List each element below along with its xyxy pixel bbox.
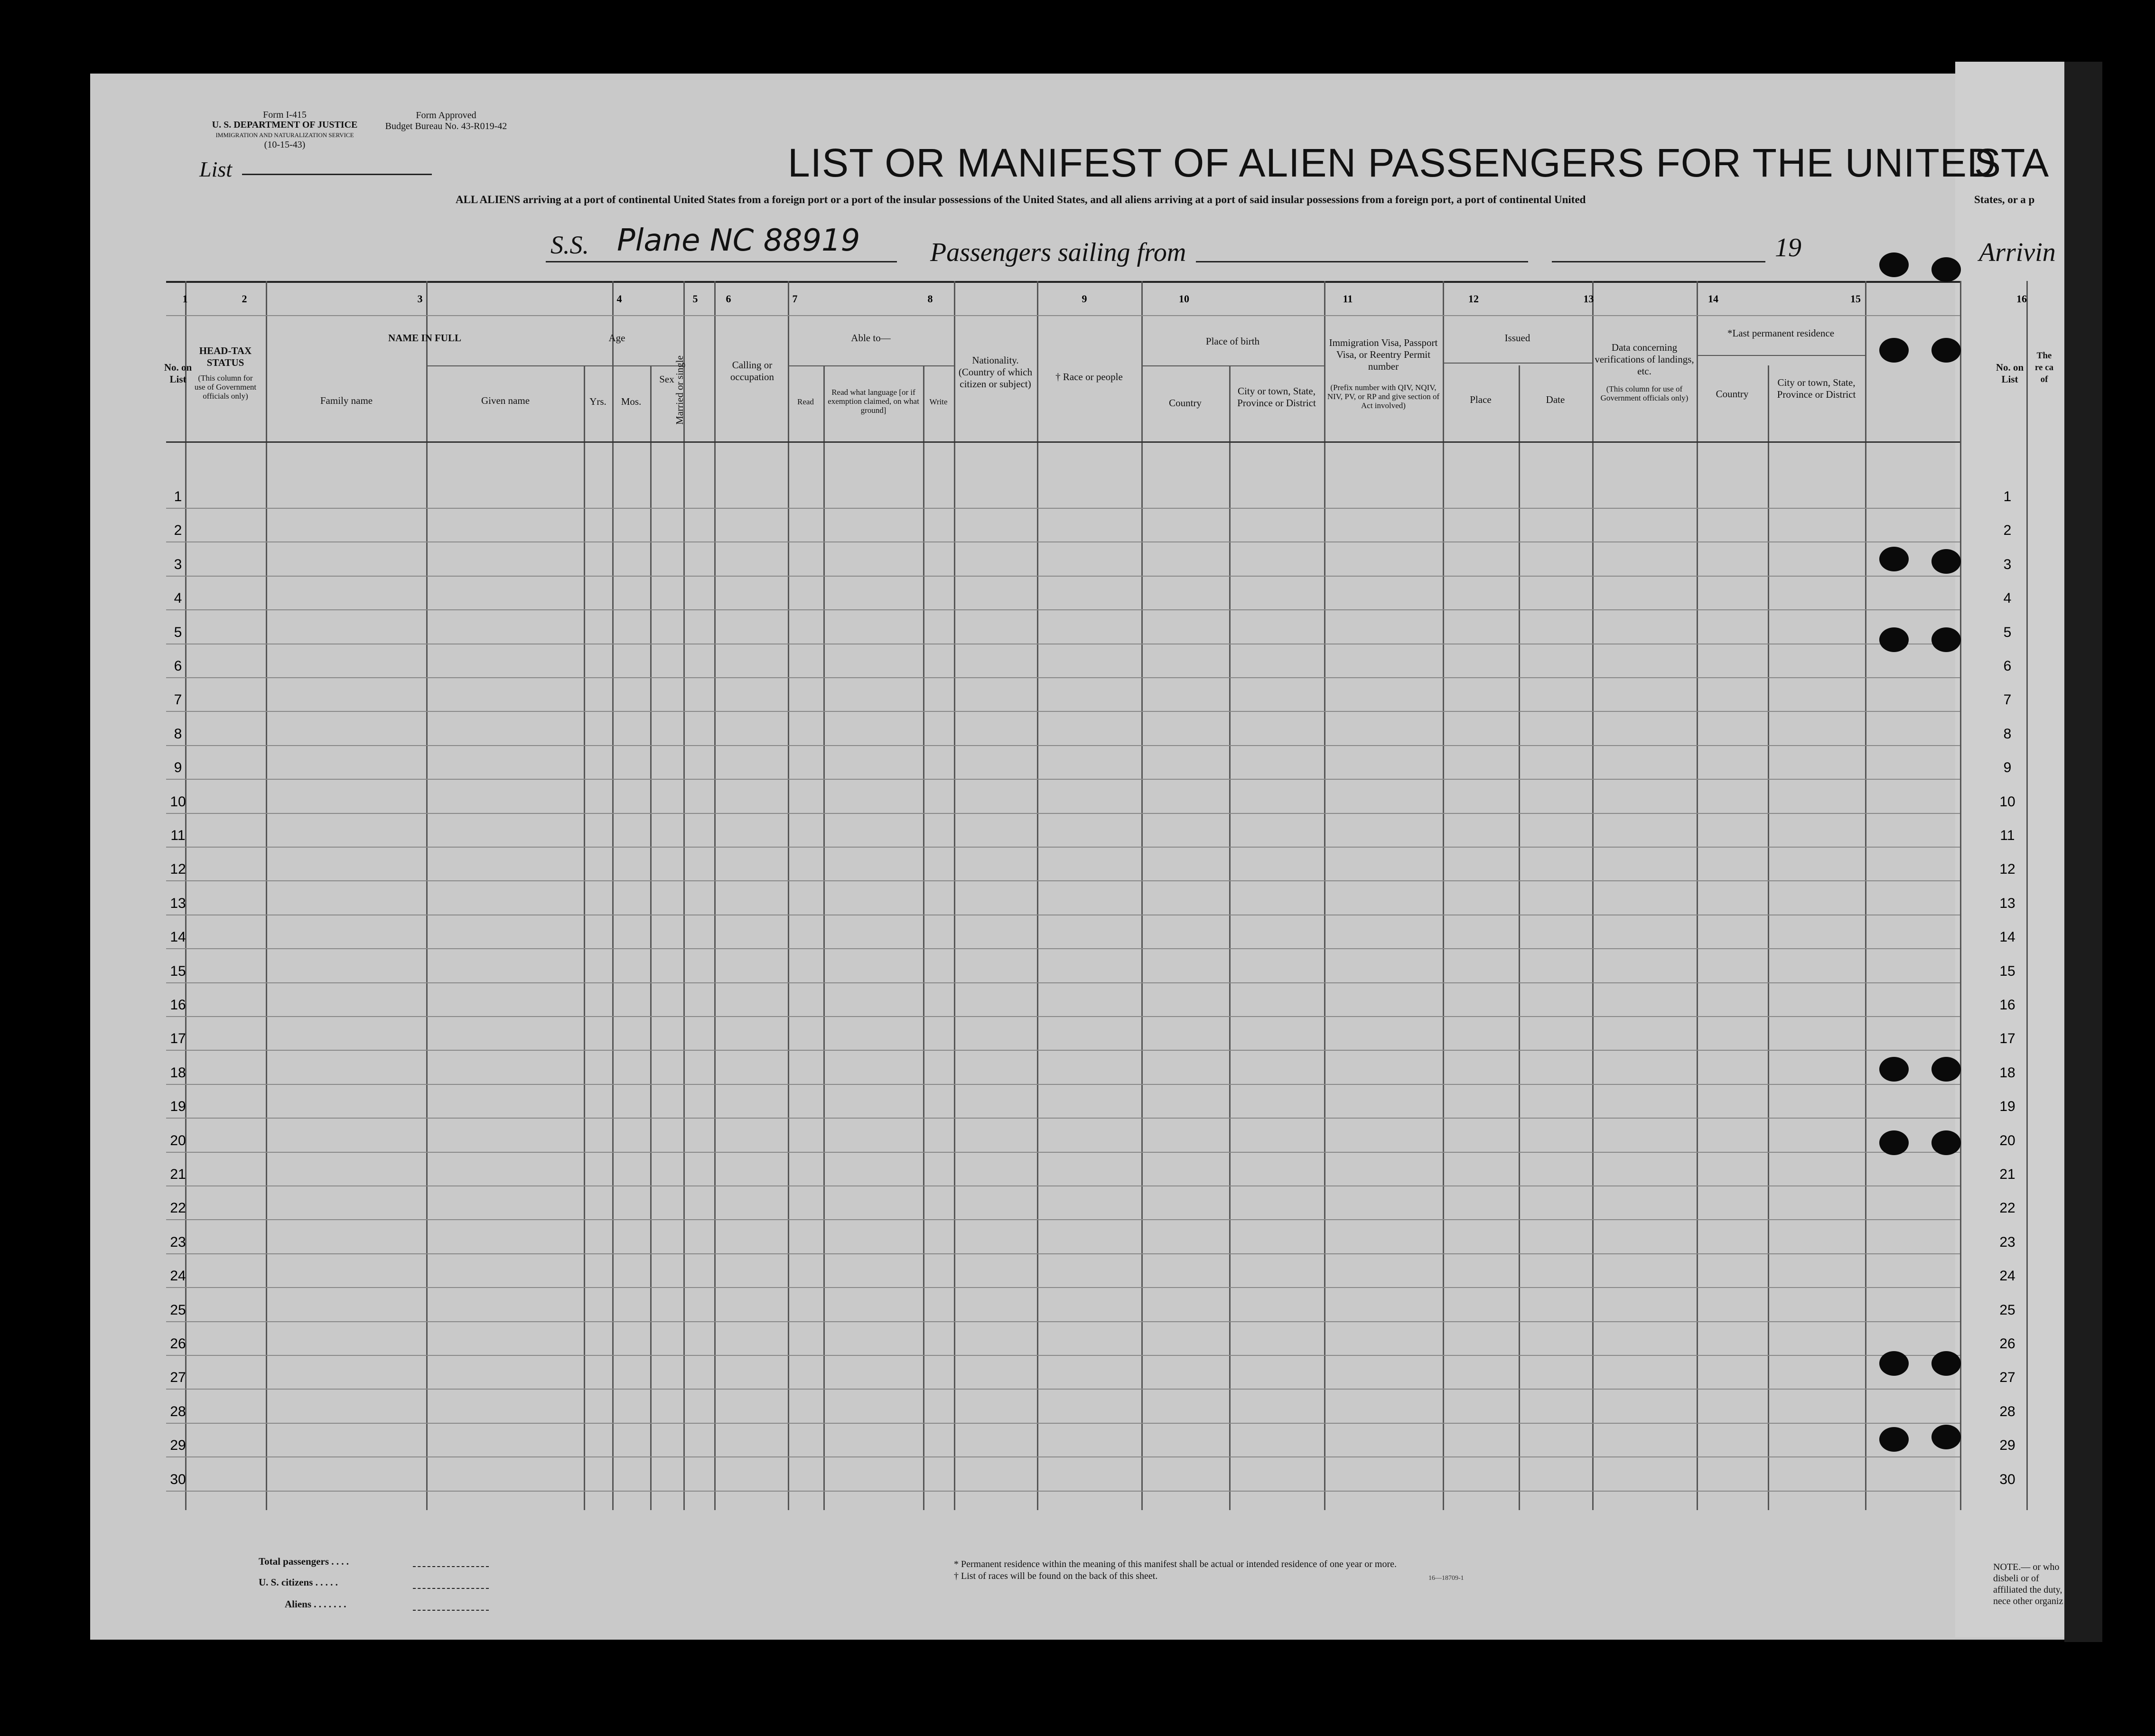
row-number-right: 2 [2003,523,2012,539]
service-name: IMMIGRATION AND NATURALIZATION SERVICE [215,131,354,139]
table-row [166,1355,1960,1356]
row-number-right: 22 [1999,1200,2015,1216]
col-number-14: 14 [1708,293,1718,305]
header-able-to: Able to— [851,332,891,344]
table-row [166,1084,1960,1085]
row-number-right: 7 [2003,692,2012,708]
table-row [166,677,1960,678]
header-birth-country: Country [1169,397,1202,409]
footer-aliens-label: Aliens . . . . . . . [285,1598,346,1610]
header-sex: Sex [659,373,674,385]
row-number-right: 16 [1999,997,2015,1013]
header-landings: Data concerning verifications of landings, etc. [1595,342,1694,377]
punch-hole [1879,1427,1909,1452]
header-read-language: Read what language [or if exemption claimed, on what ground] [828,388,919,415]
row-number-right: 24 [1999,1268,2015,1284]
col-number-6: 6 [726,293,731,305]
header-no-on-list: No. on List [164,362,192,385]
row-number-left: 5 [174,624,182,640]
row-number-right: 26 [1999,1336,2015,1352]
row-number-right: 8 [2003,726,2012,742]
row-number-left: 29 [170,1437,186,1454]
row-number-right: 20 [1999,1132,2015,1148]
budget-number: Budget Bureau No. 43-R019-42 [385,121,507,131]
year-label: 19 [1775,233,1801,262]
row-number-left: 20 [170,1132,186,1148]
row-number-left: 23 [170,1234,186,1250]
row-number-left: 7 [174,692,182,708]
table-row [166,1050,1960,1051]
row-number-left: 14 [170,929,186,945]
col-number-9: 9 [1082,293,1087,305]
list-label: List [199,157,233,181]
footer-side-note: NOTE.— or who disbeli or of affiliated the duty, nece other organiz [1993,1562,2063,1606]
table-row [166,1287,1960,1288]
header-yrs: Yrs. [589,396,606,407]
table-row [166,847,1960,848]
header-residence-city: City or town, State, Province or District [1777,377,1856,400]
header-birth-city: City or town, State, Province or District [1237,385,1316,409]
table-row [166,1152,1960,1153]
punch-hole [1931,1130,1961,1155]
table-row [166,1423,1960,1424]
header-given-name: Given name [481,395,530,406]
row-number-right: 29 [1999,1437,2015,1454]
footer-print-code: 16—18709-1 [1428,1575,1464,1582]
punch-hole [1879,338,1909,363]
header-head-tax-note: (This column for use of Government officials only) [194,373,257,401]
row-number-left: 27 [170,1370,186,1386]
footnote-races: † List of races will be found on the back of this sheet. [954,1571,1158,1581]
punch-hole [1931,627,1961,652]
header-nationality: Nationality. (Country of which citizen or subject) [958,355,1033,390]
punch-hole [1879,627,1909,652]
punch-hole [1879,1057,1909,1082]
table-row [166,1321,1960,1322]
row-number-right: 4 [2003,590,2012,607]
col-number-15: 15 [1850,293,1861,305]
header-place-of-birth: Place of birth [1205,336,1260,347]
footer-citizens-line [413,1588,489,1589]
row-number-right: 10 [1999,793,2015,810]
row-number-left: 8 [174,726,182,742]
row-number-left: 11 [170,828,186,843]
table-row [166,576,1960,577]
header-issued-place: Place [1470,394,1492,405]
ship-name-line [546,261,897,262]
arriving-label: Arrivin [1979,238,2056,267]
row-number-left: 1 [174,489,182,504]
col-number-16: 16 [2016,293,2027,305]
table-frame [166,281,1960,1514]
col-number-3: 3 [417,293,423,305]
table-row [166,1016,1960,1017]
header-mos: Mos. [621,396,642,407]
row-number-left: 16 [170,997,186,1013]
col-number-8: 8 [927,293,933,305]
table-row [166,609,1960,610]
punch-hole [1931,1425,1961,1449]
row-number-right: 21 [1999,1167,2015,1182]
row-number-right: 11 [2000,828,2015,843]
row-number-right: 3 [2003,556,2012,572]
table-row [166,1389,1960,1390]
approval-text: Form Approved [416,110,476,121]
row-number-left: 10 [170,793,186,810]
row-number-right: 15 [1999,963,2015,979]
footer-citizens-label: U. S. citizens . . . . . [259,1577,338,1588]
row-number-left: 22 [170,1200,186,1216]
sailing-port-line [1196,261,1528,262]
table-row [166,779,1960,780]
table-row [166,745,1960,746]
header-family-name: Family name [320,395,373,406]
col-number-5: 5 [692,293,698,305]
col-number-1: 1 [182,293,188,305]
row-number-left: 25 [170,1302,186,1318]
table-row [166,1185,1960,1186]
punch-hole [1931,1057,1961,1082]
punch-hole [1879,547,1909,571]
col-number-4: 4 [616,293,622,305]
header-visa: Immigration Visa, Passport Visa, or Reentry Permit number [1329,337,1438,372]
header-landings-note: (This column for use of Government officials only) [1600,384,1689,402]
row-number-right: 9 [2003,760,2012,776]
header-issued-date: Date [1546,394,1565,405]
table-row [166,813,1960,814]
punch-hole [1931,1351,1961,1376]
table-row [166,508,1960,509]
header-head-tax: HEAD-TAX STATUS [199,345,252,368]
header-visa-note: (Prefix number with QIV, NQIV, NIV, PV, or RP and give section of Act involved) [1327,383,1440,410]
punch-hole [1931,549,1961,574]
footer-total-line [413,1566,489,1567]
col-number-12: 12 [1468,293,1479,305]
table-row [166,982,1960,983]
footer-total-label: Total passengers . . . . [259,1556,349,1567]
row-number-right: 14 [1999,929,2015,945]
form-number: Form I-415 [263,110,307,120]
ship-label: S.S. [550,231,589,259]
page-subtitle: ALL ALIENS arriving at a port of continental United States from a foreign port or a port of the insular possessions of the United States, and all aliens arriving at a port of said insular possessions from a foreign port, a port of continental United [456,194,1586,205]
row-number-left: 6 [174,658,182,674]
col-number-11: 11 [1343,293,1353,305]
header-last-residence: *Last permanent residence [1727,327,1835,339]
header-residence-country: Country [1716,388,1749,400]
header-age: Age [608,332,625,344]
ship-name-handwritten: Plane NC 88919 [617,223,860,258]
row-number-left: 4 [174,590,182,607]
footnote-residence: * Permanent residence within the meaning of this manifest shall be actual or intended residence of one year or more. [954,1559,1397,1569]
header-write: Write [929,397,948,406]
form-identifier [209,110,361,150]
header-issued: Issued [1504,332,1530,344]
header-married: Married or single [674,355,685,425]
page-subtitle-continued: States, or a p [1974,194,2035,205]
list-number-line [242,174,432,175]
row-number-left: 17 [170,1031,186,1047]
row-number-left: 15 [170,963,186,979]
table-row [166,880,1960,881]
col-number-7: 7 [792,293,798,305]
row-number-right: 27 [1999,1370,2015,1386]
punch-hole [1931,338,1961,363]
punch-hole [1879,252,1909,277]
row-number-right: 13 [1999,895,2015,911]
header-no-on-list-right: No. on List [1996,362,2024,385]
row-number-left: 28 [170,1403,186,1419]
row-number-left: 18 [170,1064,186,1081]
row-number-right: 17 [1999,1031,2015,1047]
header-name-in-full: NAME IN FULL [388,332,461,344]
row-number-left: 19 [170,1099,186,1115]
row-number-left: 13 [170,895,186,911]
header-calling: Calling or occupation [730,359,774,383]
row-number-left: 26 [170,1336,186,1352]
row-number-right: 25 [1999,1302,2015,1318]
department-name: U. S. DEPARTMENT OF JUSTICE [212,120,358,130]
col-number-13: 13 [1583,293,1594,305]
sailing-date-line [1552,261,1765,262]
table-row [166,1253,1960,1254]
page-title-continued: STA [1974,140,2049,185]
form-date-code: (10-15-43) [264,140,306,150]
row-number-right: 19 [1999,1099,2015,1115]
table-row [166,1118,1960,1119]
table-row [166,541,1960,542]
manifest-table [90,281,2102,1515]
punch-hole [1879,1351,1909,1376]
col-number-10: 10 [1179,293,1189,305]
row-number-right: 18 [1999,1064,2015,1081]
row-number-left: 9 [174,760,182,776]
page-title: LIST OR MANIFEST OF ALIEN PASSENGERS FOR THE UNITED [788,140,1996,185]
header-race: † Race or people [1055,371,1123,383]
punch-hole [1879,1130,1909,1155]
row-number-right: 30 [1999,1471,2015,1487]
footer-aliens-line [413,1610,489,1611]
header-read: Read [797,397,814,406]
row-number-right: 1 [2003,489,2012,504]
row-number-left: 12 [170,861,186,877]
row-number-left: 3 [174,556,182,572]
row-number-left: 21 [170,1167,186,1182]
col-number-2: 2 [242,293,247,305]
table-row [166,711,1960,712]
row-number-left: 2 [174,523,182,539]
row-number-left: 24 [170,1268,186,1284]
row-number-right: 28 [1999,1403,2015,1419]
table-row [166,1491,1960,1492]
header-right-partial: The re ca of [2034,351,2054,384]
sailing-from-label: Passengers sailing from [930,238,1186,267]
table-row [166,1456,1960,1457]
form-approval [370,110,522,132]
punch-hole [1931,257,1961,282]
row-number-left: 30 [170,1471,186,1487]
table-row [166,948,1960,949]
table-row [166,1219,1960,1220]
row-number-right: 23 [1999,1234,2015,1250]
row-number-right: 6 [2003,658,2012,674]
row-number-right: 5 [2003,624,2012,640]
row-number-right: 12 [1999,861,2015,877]
